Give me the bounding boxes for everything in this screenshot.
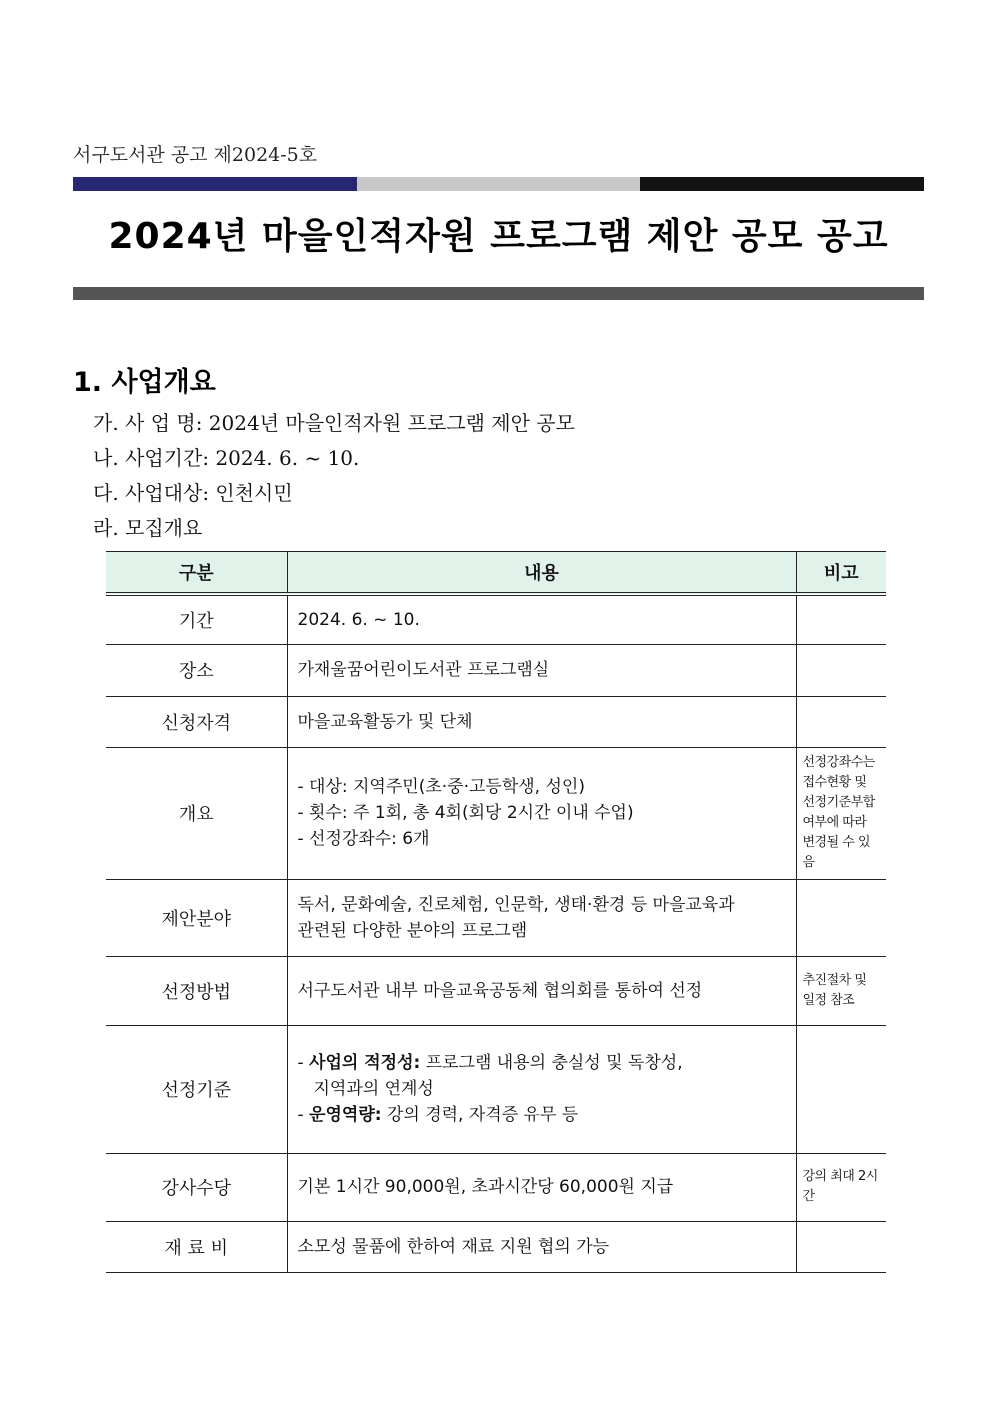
row-content: 기본 1시간 90,000원, 초과시간당 60,000원 지급 (287, 1153, 796, 1221)
row-note: 강의 최대 2시간 (796, 1153, 886, 1221)
page-title: 2024년 마을인적자원 프로그램 제안 공모 공고 (108, 216, 889, 257)
criteria-term: 운영역량: (309, 1105, 382, 1125)
field-line: 독서, 문화예술, 진로체험, 인문학, 생태·환경 등 마을교육과 (297, 894, 735, 915)
row-label: 장소 (106, 644, 287, 696)
row-note: 선정강좌수는 접수현황 및 선정기준부합 여부에 따라 변경될 수 있음 (796, 747, 886, 879)
row-note (796, 1221, 886, 1272)
row-content: 서구도서관 내부 마을교육공동체 협의회를 통하여 선정 (287, 956, 796, 1025)
row-label: 선정기준 (106, 1025, 287, 1153)
row-note (796, 696, 886, 747)
info-project-name: 가. 사 업 명: 2024년 마을인적자원 프로그램 제안 공모 (93, 411, 575, 435)
row-content: 가재울꿈어린이도서관 프로그램실 (287, 644, 796, 696)
row-label: 제안분야 (106, 879, 287, 956)
row-note: 추진절차 및 일정 참조 (796, 956, 886, 1025)
row-content (287, 1025, 796, 1153)
criteria-line: - 운영역량: 강의 경력, 자격증 유무 등 (297, 1105, 579, 1125)
header-content: 내용 (287, 552, 796, 595)
table-row (106, 594, 886, 644)
bar-segment-black (640, 177, 924, 191)
recruitment-table (106, 551, 886, 1273)
row-label: 선정방법 (106, 956, 287, 1025)
info-project-target: 다. 사업대상: 인천시민 (93, 481, 293, 505)
notice-number: 서구도서관 공고 제2024-5호 (73, 144, 318, 166)
table-row (106, 1153, 886, 1221)
table-row (106, 1221, 886, 1272)
row-note (796, 879, 886, 956)
info-project-period: 나. 사업기간: 2024. 6. ~ 10. (93, 446, 360, 470)
row-content (287, 879, 796, 956)
row-label: 강사수당 (106, 1153, 287, 1221)
table-row (106, 747, 886, 879)
row-label: 신청자격 (106, 696, 287, 747)
field-line: 관련된 다양한 분야의 프로그램 (297, 920, 528, 941)
row-note (796, 1025, 886, 1153)
overview-line: - 선정강좌수: 6개 (297, 829, 430, 849)
overview-line: - 횟수: 주 1회, 총 4회(회당 2시간 이내 수업) (297, 803, 634, 823)
decorative-top-bar (73, 177, 924, 191)
header-category: 구분 (106, 552, 287, 595)
row-content (287, 747, 796, 879)
criteria-desc: 프로그램 내용의 충실성 및 독창성, (420, 1053, 683, 1073)
criteria-desc: 강의 경력, 자격증 유무 등 (381, 1105, 579, 1125)
header-remarks: 비고 (796, 552, 886, 595)
criteria-term: 사업의 적정성: (309, 1053, 421, 1073)
table-row (106, 696, 886, 747)
row-content: 마을교육활동가 및 단체 (287, 696, 796, 747)
row-label: 기간 (106, 594, 287, 644)
row-content: 소모성 물품에 한하여 재료 지원 협의 가능 (287, 1221, 796, 1272)
row-label: 재 료 비 (106, 1221, 287, 1272)
bar-segment-navy (73, 177, 357, 191)
row-label: 개요 (106, 747, 287, 879)
row-note (796, 644, 886, 696)
criteria-line-cont: 지역과의 연계성 (313, 1079, 434, 1099)
section-heading: 1. 사업개요 (73, 367, 216, 398)
bar-segment-gray (357, 177, 641, 191)
table-header-row (106, 552, 886, 595)
table-row (106, 1025, 886, 1153)
title-underbar (73, 287, 924, 300)
table-row (106, 956, 886, 1025)
overview-line: - 대상: 지역주민(초·중·고등학생, 성인) (297, 777, 585, 797)
row-content: 2024. 6. ~ 10. (287, 594, 796, 644)
table-row (106, 644, 886, 696)
table-row (106, 879, 886, 956)
criteria-line: - 사업의 적정성: 프로그램 내용의 충실성 및 독창성, (297, 1053, 683, 1073)
row-note (796, 594, 886, 644)
info-recruit-overview: 라. 모집개요 (93, 516, 203, 540)
